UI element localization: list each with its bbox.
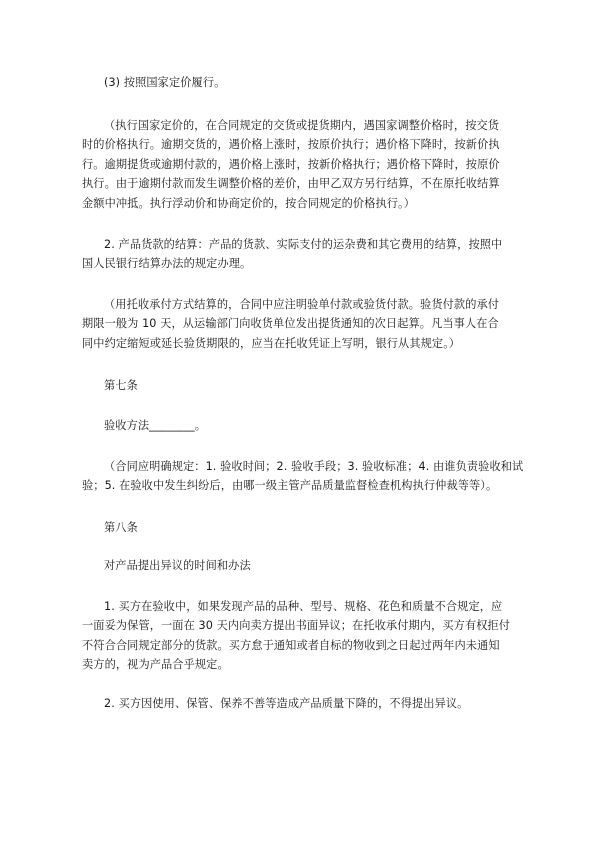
text-line: 1. 买方在验收中，如果发现产品的品种、型号、规格、花色和质量不合规定，应 bbox=[104, 600, 503, 613]
text-line: 2. 产品货款的结算：产品的货款、实际支付的运杂费和其它费用的结算，按照中 bbox=[104, 238, 503, 251]
text-line: (3) 按照国家定价履行。 bbox=[104, 76, 226, 89]
article-7-heading bbox=[82, 376, 514, 395]
text-line: （执行国家定价的，在合同规定的交货或提货期内，遇国家调整价格时，按交货 bbox=[104, 119, 500, 132]
text-line: 验收方法________。 bbox=[104, 419, 206, 432]
text-line: 不符合合同规定部分的货款。买方怠于通知或者自标的物收到之日起过两年内未通知 bbox=[82, 638, 500, 652]
text-line: 国人民银行结算办法的规定办理。 bbox=[82, 257, 252, 271]
article-8-heading bbox=[82, 518, 514, 537]
paragraph-objection-title bbox=[82, 556, 514, 575]
text-line: 2. 买方因使用、保管、保养不善等造成产品质量下降的，不得提出异议。 bbox=[104, 697, 469, 710]
text-line: 行。逾期提货或逾期付款的，遇价格上涨时，按新价格执行；遇价格下降时，按原价 bbox=[82, 157, 500, 171]
text-line: 第八条 bbox=[104, 521, 138, 534]
text-line: （合同应明确规定：1. 验收时间；2. 验收手段；3. 验收标准；4. 由谁负责验收和试 bbox=[104, 460, 524, 473]
text-line: 同中约定缩短或延长验货期限的，应当在托收凭证上写明，银行从其规定。） bbox=[82, 336, 461, 350]
paragraph-buyer-objection bbox=[82, 597, 514, 675]
text-line: 卖方的，视为产品合乎规定。 bbox=[82, 658, 229, 672]
paragraph-inspection-note bbox=[82, 457, 524, 496]
text-line: 执行。由于逾期付款而发生调整价格的差价，由甲乙双方另行结算，不在原托收结算 bbox=[82, 177, 500, 191]
text-line: 金额中冲抵。执行浮动价和协商定价的，按合同规定的价格执行。） bbox=[82, 196, 416, 210]
paragraph-inspection-method bbox=[82, 416, 514, 435]
text-line: （用托收承付方式结算的，合同中应注明验单付款或验货付款。验货付款的承付 bbox=[104, 298, 500, 311]
paragraph-price-clause-3 bbox=[82, 73, 514, 92]
text-line: 期限一般为 10 天，从运输部门向收货单位发出提货通知的次日起算。凡当事人在合 bbox=[82, 317, 499, 331]
paragraph-collection-note bbox=[82, 295, 514, 353]
paragraph-payment-settlement bbox=[82, 235, 514, 274]
paragraph-buyer-misuse bbox=[82, 694, 514, 713]
paragraph-state-pricing-note bbox=[82, 116, 514, 213]
text-line: 对产品提出异议的时间和办法 bbox=[104, 559, 251, 572]
text-line: 第七条 bbox=[104, 379, 138, 392]
text-line: 时的价格执行。逾期交货的，遇价格上涨时，按原价执行；遇价格下降时，按新价执 bbox=[82, 138, 500, 152]
text-line: 一面妥为保管，一面在 30 天内向卖方提出书面异议；在托收承付期内，买方有权拒付 bbox=[82, 619, 511, 633]
text-line: 验；5. 在验收中发生纠纷后，由哪一级主管产品质量监督检查机构执行仲裁等等）。 bbox=[82, 479, 498, 493]
